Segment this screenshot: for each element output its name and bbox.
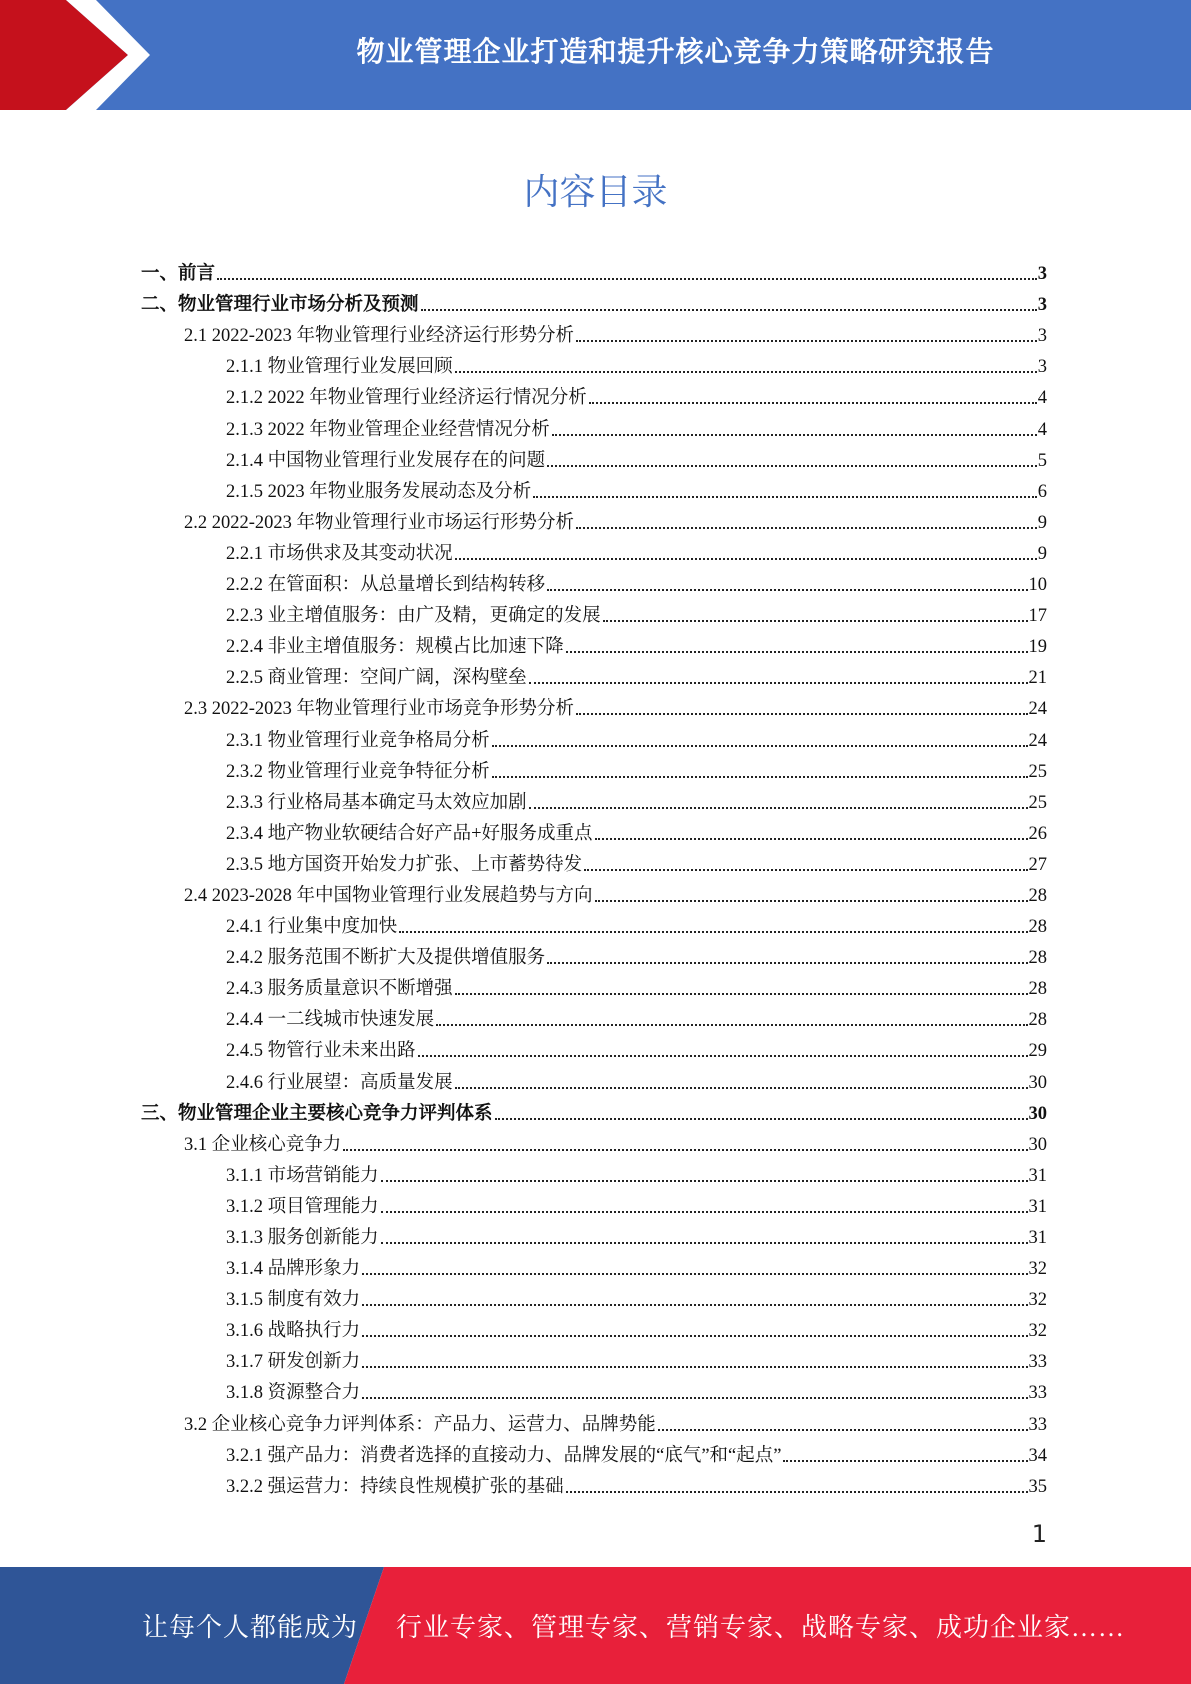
toc-entry-page: 28 bbox=[1028, 885, 1047, 906]
toc-entry-page: 35 bbox=[1028, 1476, 1047, 1497]
toc-entry-label: 3.1.2 项目管理能力 bbox=[226, 1196, 379, 1217]
toc-entry[interactable] bbox=[141, 254, 1047, 285]
toc-entry-page: 25 bbox=[1028, 761, 1047, 782]
toc-dot-leader bbox=[455, 1086, 1028, 1089]
toc-entry-page: 9 bbox=[1037, 512, 1047, 533]
toc-entry-page: 3 bbox=[1037, 357, 1047, 378]
toc-dot-leader bbox=[362, 1365, 1027, 1368]
toc-entry-label: 3.1.3 服务创新能力 bbox=[226, 1228, 379, 1248]
toc-entry-label: 3.1.8 资源整合力 bbox=[226, 1383, 361, 1404]
toc-entry-label: 3.2 企业核心竞争力评判体系：产品力、运营力、品牌势能 bbox=[184, 1414, 656, 1435]
toc-dot-leader bbox=[595, 899, 1028, 902]
toc-entry-label: 2.2.2 在管面积：从总量增长到结构转移 bbox=[226, 575, 546, 596]
toc-entry-label: 2.4.4 一二线城市快速发展 bbox=[226, 1010, 435, 1031]
toc-dot-leader bbox=[362, 1272, 1027, 1275]
toc-entry-label: 2.4.1 行业集中度加快 bbox=[226, 917, 398, 938]
header-arrow-decoration bbox=[0, 0, 200, 110]
toc-entry-page: 30 bbox=[1028, 1103, 1047, 1124]
toc-dot-leader bbox=[343, 1148, 1027, 1151]
toc-entry-page: 29 bbox=[1028, 1041, 1047, 1062]
toc-entry[interactable] bbox=[141, 1404, 1047, 1435]
toc-entry-page: 3 bbox=[1037, 295, 1047, 316]
toc-entry-label: 2.2.4 非业主增值服务：规模占比加速下降 bbox=[226, 637, 564, 658]
toc-entry[interactable] bbox=[141, 472, 1047, 503]
toc-dot-leader bbox=[576, 712, 1027, 715]
toc-entry-page: 19 bbox=[1028, 637, 1047, 658]
toc-entry[interactable] bbox=[141, 316, 1047, 347]
toc-entry-label: 2.2.1 市场供求及其变动状况 bbox=[226, 543, 453, 564]
toc-entry-page: 30 bbox=[1028, 1072, 1047, 1093]
toc-entry[interactable] bbox=[141, 783, 1047, 814]
toc-entry[interactable] bbox=[141, 1156, 1047, 1187]
toc-dot-leader bbox=[595, 837, 1028, 840]
toc-entry[interactable] bbox=[141, 1000, 1047, 1031]
toc-entry-page: 6 bbox=[1037, 481, 1047, 502]
toc-entry-page: 33 bbox=[1028, 1352, 1047, 1373]
toc-entry[interactable] bbox=[141, 1094, 1047, 1125]
toc-dot-leader bbox=[552, 433, 1037, 436]
toc-entry[interactable] bbox=[141, 752, 1047, 783]
toc-entry[interactable] bbox=[141, 1311, 1047, 1342]
toc-entry[interactable] bbox=[141, 565, 1047, 596]
toc-entry[interactable] bbox=[141, 720, 1047, 751]
page-header bbox=[0, 0, 1191, 110]
toc-entry-label: 2.1.4 中国物业管理行业发展存在的问题 bbox=[226, 450, 546, 471]
toc-entry-page: 21 bbox=[1028, 668, 1047, 689]
toc-entry-label: 2.4 2023-2028 年中国物业管理行业发展趋势与方向 bbox=[184, 885, 593, 906]
toc-entry-label: 3.1.6 战略执行力 bbox=[226, 1321, 361, 1342]
toc-entry-page: 33 bbox=[1028, 1414, 1047, 1435]
toc-entry[interactable] bbox=[141, 627, 1047, 658]
toc-dot-leader bbox=[492, 744, 1028, 747]
toc-dot-leader bbox=[576, 339, 1037, 342]
toc-entry-label: 3.1.4 品牌形象力 bbox=[226, 1259, 361, 1280]
toc-dot-leader bbox=[362, 1334, 1027, 1337]
toc-dot-leader bbox=[495, 1117, 1028, 1120]
toc-entry-label: 2.4.5 物管行业未来出路 bbox=[226, 1041, 416, 1062]
page-number: 1 bbox=[1031, 1520, 1047, 1548]
toc-entry-label: 一、前言 bbox=[141, 264, 216, 285]
toc-entry[interactable] bbox=[141, 534, 1047, 565]
toc-entry-page: 34 bbox=[1028, 1445, 1047, 1466]
toc-entry-page: 17 bbox=[1028, 606, 1047, 627]
toc-entry[interactable] bbox=[141, 441, 1047, 472]
toc-dot-leader bbox=[566, 650, 1028, 653]
toc-entry-label: 2.3.4 地产物业软硬结合好产品+好服务成重点 bbox=[226, 823, 593, 844]
toc-dot-leader bbox=[381, 1241, 1028, 1244]
toc-dot-leader bbox=[455, 557, 1037, 560]
toc-entry[interactable] bbox=[141, 378, 1047, 409]
toc-dot-leader bbox=[603, 619, 1028, 622]
toc-entry[interactable] bbox=[141, 409, 1047, 440]
toc-entry-label: 2.1.3 2022 年物业管理企业经营情况分析 bbox=[226, 419, 550, 440]
toc-entry-label: 3.1 企业核心竞争力 bbox=[184, 1134, 342, 1155]
toc-dot-leader bbox=[547, 464, 1037, 467]
toc-dot-leader bbox=[399, 930, 1027, 933]
toc-entry[interactable] bbox=[141, 658, 1047, 689]
toc-entry[interactable] bbox=[141, 1373, 1047, 1404]
toc-dot-leader bbox=[421, 308, 1037, 311]
toc-entry-page: 30 bbox=[1028, 1134, 1047, 1155]
toc-dot-leader bbox=[455, 992, 1028, 995]
toc-entry-label: 3.1.5 制度有效力 bbox=[226, 1290, 361, 1311]
toc-entry-page: 31 bbox=[1028, 1165, 1047, 1186]
toc-entry[interactable] bbox=[141, 1125, 1047, 1156]
toc-entry-label: 2.1.5 2023 年物业服务发展动态及分析 bbox=[226, 481, 532, 502]
toc-dot-leader bbox=[362, 1396, 1027, 1399]
toc-entry-page: 4 bbox=[1037, 388, 1047, 409]
toc-entry[interactable] bbox=[141, 938, 1047, 969]
toc-entry-label: 2.3.5 地方国资开始发力扩张、上市蓄势待发 bbox=[226, 854, 583, 875]
toc-dot-leader bbox=[783, 1459, 1027, 1462]
toc-entry-page: 24 bbox=[1028, 730, 1047, 751]
toc-dot-leader bbox=[547, 588, 1027, 591]
toc-entry[interactable] bbox=[141, 503, 1047, 534]
footer-slogan-right: 行业专家、管理专家、营销专家、战略专家、成功企业家…… bbox=[396, 1613, 1126, 1642]
toc-entry[interactable] bbox=[141, 285, 1047, 316]
toc-entry-label: 三、物业管理企业主要核心竞争力评判体系 bbox=[141, 1103, 493, 1124]
toc-dot-leader bbox=[576, 526, 1037, 529]
toc-dot-leader bbox=[381, 1210, 1028, 1213]
toc-entry-page: 9 bbox=[1037, 543, 1047, 564]
footer-slogan-left: 让每个人都能成为 bbox=[142, 1613, 359, 1642]
toc-entry-page: 28 bbox=[1028, 979, 1047, 1000]
toc-entry-page: 28 bbox=[1028, 948, 1047, 969]
toc-entry-label: 2.2.5 商业管理：空间广阔，深构壁垒 bbox=[226, 668, 527, 689]
toc-dot-leader bbox=[547, 961, 1027, 964]
toc-dot-leader bbox=[584, 868, 1027, 871]
toc-dot-leader bbox=[529, 681, 1028, 684]
toc-dot-leader bbox=[529, 806, 1028, 809]
toc-entry-page: 5 bbox=[1037, 450, 1047, 471]
toc-entry-page: 28 bbox=[1028, 1010, 1047, 1031]
toc-entry-label: 3.1.7 研发创新力 bbox=[226, 1352, 361, 1373]
toc-entry[interactable] bbox=[141, 1280, 1047, 1311]
toc-dot-leader bbox=[455, 370, 1037, 373]
toc-entry-page: 26 bbox=[1028, 823, 1047, 844]
toc-entry-page: 10 bbox=[1028, 575, 1047, 596]
toc-dot-leader bbox=[418, 1054, 1028, 1057]
toc-entry[interactable] bbox=[141, 1218, 1047, 1249]
toc-entry-label: 2.2 2022-2023 年物业管理行业市场运行形势分析 bbox=[184, 512, 575, 533]
toc-entry[interactable] bbox=[141, 1062, 1047, 1093]
table-of-contents bbox=[141, 254, 1047, 1498]
toc-entry[interactable] bbox=[141, 1436, 1047, 1467]
toc-entry[interactable] bbox=[141, 814, 1047, 845]
toc-entry-label: 3.1.1 市场营销能力 bbox=[226, 1165, 379, 1186]
toc-entry[interactable] bbox=[141, 596, 1047, 627]
toc-entry-label: 2.1.2 2022 年物业管理行业经济运行情况分析 bbox=[226, 388, 587, 409]
toc-entry-label: 2.4.6 行业展望：高质量发展 bbox=[226, 1072, 453, 1093]
toc-entry[interactable] bbox=[141, 845, 1047, 876]
toc-entry[interactable] bbox=[141, 347, 1047, 378]
toc-entry[interactable] bbox=[141, 689, 1047, 720]
toc-entry[interactable] bbox=[141, 969, 1047, 1000]
toc-dot-leader bbox=[217, 277, 1037, 280]
toc-dot-leader bbox=[436, 1023, 1027, 1026]
toc-dot-leader bbox=[533, 495, 1036, 498]
page-footer bbox=[0, 1567, 1191, 1684]
toc-entry-label: 3.2.1 强产品力：消费者选择的直接动力、品牌发展的“底气”和“起点” bbox=[226, 1445, 782, 1466]
toc-entry-page: 31 bbox=[1028, 1196, 1047, 1217]
toc-entry[interactable] bbox=[141, 876, 1047, 907]
toc-entry-label: 2.1 2022-2023 年物业管理行业经济运行形势分析 bbox=[184, 326, 575, 347]
toc-entry-label: 2.1.1 物业管理行业发展回顾 bbox=[226, 357, 453, 378]
toc-heading: 内容目录 bbox=[523, 172, 668, 213]
toc-entry[interactable] bbox=[141, 1342, 1047, 1373]
toc-dot-leader bbox=[381, 1179, 1028, 1182]
toc-entry-label: 2.4.3 服务质量意识不断增强 bbox=[226, 979, 453, 1000]
toc-entry[interactable] bbox=[141, 1467, 1047, 1498]
toc-entry-page: 3 bbox=[1037, 264, 1047, 285]
toc-entry-label: 2.3.2 物业管理行业竞争特征分析 bbox=[226, 761, 490, 782]
toc-entry-label: 2.3 2022-2023 年物业管理行业市场竞争形势分析 bbox=[184, 699, 575, 720]
toc-entry-page: 32 bbox=[1028, 1290, 1047, 1311]
toc-entry-page: 28 bbox=[1028, 917, 1047, 938]
toc-entry-label: 3.2.2 强运营力：持续良性规模扩张的基础 bbox=[226, 1476, 564, 1497]
toc-entry-page: 3 bbox=[1037, 326, 1047, 347]
report-title: 物业管理企业打造和提升核心竞争力策略研究报告 bbox=[356, 35, 995, 68]
toc-entry[interactable] bbox=[141, 1249, 1047, 1280]
toc-entry-page: 27 bbox=[1028, 854, 1047, 875]
toc-dot-leader bbox=[658, 1428, 1028, 1431]
toc-dot-leader bbox=[362, 1303, 1027, 1306]
toc-entry[interactable] bbox=[141, 1187, 1047, 1218]
toc-dot-leader bbox=[492, 775, 1028, 778]
toc-entry-page: 32 bbox=[1028, 1259, 1047, 1280]
toc-entry-label: 二、物业管理行业市场分析及预测 bbox=[141, 295, 419, 316]
toc-entry-label: 2.3.1 物业管理行业竞争格局分析 bbox=[226, 730, 490, 751]
toc-entry-page: 33 bbox=[1028, 1383, 1047, 1404]
toc-entry-page: 31 bbox=[1028, 1228, 1047, 1248]
toc-entry[interactable] bbox=[141, 907, 1047, 938]
toc-entry-page: 25 bbox=[1028, 792, 1047, 813]
toc-entry-page: 4 bbox=[1037, 419, 1047, 440]
toc-entry[interactable] bbox=[141, 1031, 1047, 1062]
toc-dot-leader bbox=[589, 401, 1037, 404]
toc-dot-leader bbox=[566, 1490, 1028, 1493]
toc-entry-label: 2.4.2 服务范围不断扩大及提供增值服务 bbox=[226, 948, 546, 969]
toc-entry-label: 2.3.3 行业格局基本确定马太效应加剧 bbox=[226, 792, 527, 813]
toc-entry-label: 2.2.3 业主增值服务：由广及精，更确定的发展 bbox=[226, 606, 601, 627]
toc-entry-page: 32 bbox=[1028, 1321, 1047, 1342]
toc-entry-page: 24 bbox=[1028, 699, 1047, 720]
